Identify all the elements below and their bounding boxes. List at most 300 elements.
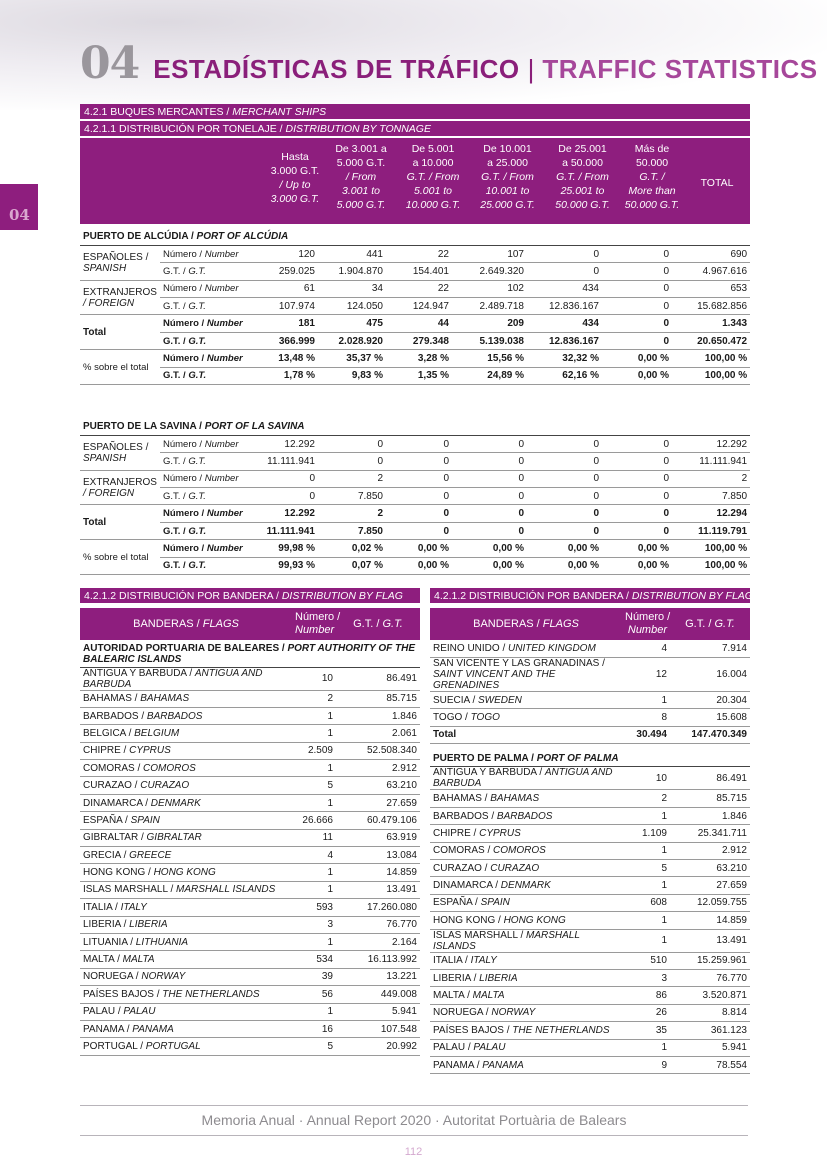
flag-name [430, 825, 622, 842]
value-cell: 44 [386, 315, 452, 332]
total-count: 30.494 [622, 726, 670, 743]
flag-name [430, 807, 622, 824]
value-cell: 2 [672, 470, 750, 487]
value-cell: 124.947 [386, 298, 452, 315]
flag-name-en: ITALY [470, 955, 497, 967]
flag-name-en: NORWAY [141, 971, 186, 983]
value-cell: 7.850 [318, 488, 386, 505]
flag-name-es: ESPAÑA / [433, 897, 481, 909]
flag-name [80, 1003, 292, 1020]
flag-section-en: PORT OF PALMA [536, 752, 619, 764]
flag-name-es: ISLAS MARSHALL / [433, 929, 526, 941]
flag-row [80, 1038, 420, 1055]
flag-gt: 15.259.961 [670, 952, 750, 969]
flag-row [430, 657, 750, 691]
col-header-line: 50.000 G.T. [555, 199, 610, 211]
port-title [80, 228, 750, 245]
group-label-en: SPANISH [83, 262, 127, 274]
value-cell: 0 [318, 453, 386, 470]
metric-en: G.T. [188, 560, 207, 572]
col-header-3 [471, 142, 544, 212]
col-header-line: / From [345, 171, 377, 183]
port-title-row [80, 228, 750, 245]
col-header-5 [621, 142, 683, 212]
flag-name-en: NORWAY [491, 1007, 536, 1019]
value-cell: 0 [527, 435, 602, 452]
flag-name [80, 742, 292, 759]
col-header-line: 3.001 to [342, 185, 380, 197]
col-header-line: G.T. / From [481, 171, 534, 183]
chapter-tab: 04 [0, 184, 38, 230]
number-col-header [292, 608, 341, 640]
flag-name [80, 829, 292, 846]
flag-row [80, 864, 420, 881]
col-header-0 [266, 150, 324, 206]
page-header [80, 38, 818, 88]
metric-label [160, 350, 243, 367]
flag-name-en: ITALY [120, 901, 147, 913]
col-header-6 [684, 176, 750, 190]
flag-gt: 13.084 [336, 847, 420, 864]
col-header-line: 10.001 to [485, 185, 530, 197]
flag-name-es: PAÍSES BAJOS / [83, 988, 163, 1000]
metric-en: Number [206, 508, 243, 520]
value-cell: 0 [452, 453, 527, 470]
value-cell: 0,00 % [602, 540, 672, 557]
flag-gt: 20.992 [336, 1038, 420, 1055]
flag-gt: 86.491 [670, 767, 750, 790]
metric-es: G.T. / [163, 525, 189, 537]
flag-row [430, 709, 750, 726]
data-row [80, 505, 750, 522]
flag-name [430, 767, 622, 790]
value-cell: 0 [386, 522, 452, 539]
port-title-es: PUERTO DE ALCÚDIA / [83, 230, 197, 242]
flag-count: 16 [292, 1020, 336, 1037]
col-header-line: G.T. / From [406, 171, 460, 183]
flag-row [430, 929, 750, 952]
col-header-line: 25.000 G.T. [480, 199, 535, 211]
flag-row [430, 894, 750, 911]
flag-count: 1 [292, 1003, 336, 1020]
value-cell: 34 [318, 280, 386, 297]
flag-row [430, 987, 750, 1004]
flag-gt: 14.859 [336, 864, 420, 881]
flag-count: 1 [622, 691, 670, 708]
flag-row [430, 1039, 750, 1056]
value-cell: 35,37 % [318, 350, 386, 367]
flag-count: 2 [292, 690, 336, 707]
flag-name-en: PALAU [123, 1006, 156, 1018]
value-cell: 0 [452, 488, 527, 505]
value-cell: 0 [452, 470, 527, 487]
flag-row [80, 933, 420, 950]
flag-name [430, 790, 622, 807]
value-cell: 0,00 % [452, 557, 527, 574]
data-row [80, 350, 750, 367]
value-cell: 0 [602, 298, 672, 315]
group-label-es: % sobre el total [83, 361, 149, 373]
col-header-1 [326, 142, 396, 212]
value-cell: 11.111.941 [234, 453, 318, 470]
flag-name [430, 709, 622, 726]
flag-name-es: ANTIGUA Y BARBUDA / [83, 667, 195, 679]
flag-section-es: PUERTO DE PALMA / [433, 752, 537, 764]
flag-name-en: PANAMA [482, 1059, 524, 1071]
flag-name-es: TOGO / [433, 711, 471, 723]
value-cell: 0 [386, 470, 452, 487]
flag-name [80, 690, 292, 707]
metric-en: G.T. [188, 490, 206, 502]
value-cell: 0 [386, 488, 452, 505]
flag-name [430, 969, 622, 986]
metric-es: Número / [163, 352, 207, 364]
value-cell: 22 [386, 245, 452, 262]
flag-row [80, 690, 420, 707]
flag-col-header [80, 608, 292, 640]
flag-name-en: DENMARK [500, 880, 551, 892]
group-label [80, 350, 160, 385]
flag-name-es: BAHAMAS / [83, 693, 141, 705]
flag-name-en: BARBADOS [146, 710, 203, 722]
flag-name-en: BAHAMAS [490, 793, 540, 805]
col-header-line: De 3.001 a [335, 143, 387, 155]
value-cell: 475 [318, 315, 386, 332]
flag-name-es: PANAMA / [83, 1023, 133, 1035]
value-cell: 12.836.167 [527, 298, 602, 315]
port-title-en: PORT OF ALCÚDIA [196, 230, 289, 242]
flag-name-es: HONG KONG / [433, 914, 504, 926]
flag-name [80, 1038, 292, 1055]
flag-name-en: PALAU [473, 1042, 506, 1054]
flag-name [80, 707, 292, 724]
data-row [80, 245, 750, 262]
metric-en: G.T. [188, 525, 207, 537]
metric-label [160, 505, 243, 522]
flag-gt: 16.113.992 [336, 951, 420, 968]
value-cell: 0,00 % [527, 557, 602, 574]
flag-name-en: CYPRUS [129, 745, 171, 757]
col-header-line: 10.000 G.T. [405, 199, 461, 211]
metric-label [160, 453, 234, 470]
col-header-line: 5.000 G.T. [336, 199, 386, 211]
col-header-line: De 25.001 [558, 143, 607, 155]
value-cell: 1.904.870 [318, 263, 386, 280]
metric-label [160, 332, 234, 349]
flag-bar-left: 4.2.1.2 DISTRIBUCIÓN POR BANDERA / DISTRIBUTION BY FLAG [80, 588, 420, 604]
flag-name-en: BARBADOS [496, 810, 553, 822]
group-label-es: EXTRANJEROS [83, 476, 157, 488]
flag-name-es: LITUANIA / [83, 936, 136, 948]
metric-label [160, 245, 239, 262]
section-bar-tonnage: 4.2.1.1 DISTRIBUCIÓN POR TONELAJE / DISTRIBUTION BY TONNAGE [80, 121, 750, 137]
data-row [80, 332, 750, 349]
data-row [80, 522, 750, 539]
value-cell: 434 [527, 315, 602, 332]
flag-name-es: CHIPRE / [83, 745, 130, 757]
flag-name [430, 842, 622, 859]
flag-row [80, 1020, 420, 1037]
flag-name-en: SWEDEN [478, 694, 522, 706]
metric-en: Number [206, 318, 243, 330]
gt-col-header [336, 608, 420, 640]
flag-row [430, 790, 750, 807]
flag-name-es: BELGICA / [83, 727, 135, 739]
col-header-line: G.T. / [639, 171, 665, 183]
flag-name-en: TOGO [470, 711, 500, 723]
title-es: ESTADÍSTICAS DE TRÁFICO [153, 54, 520, 84]
flag-row [80, 777, 420, 794]
value-cell: 12.292 [234, 435, 318, 452]
flag-name-es: ITALIA / [83, 901, 121, 913]
value-cell: 22 [386, 280, 452, 297]
metric-label [160, 263, 234, 280]
flag-row [80, 794, 420, 811]
gt-col-header [670, 608, 750, 640]
flag-name-en: LITHUANIA [135, 936, 189, 948]
flag-row [430, 877, 750, 894]
flag-table-left [80, 608, 420, 1056]
flag-row [80, 986, 420, 1003]
data-row [80, 263, 750, 280]
flag-row [430, 969, 750, 986]
flag-name-en: SPAIN [130, 814, 160, 826]
flag-name-es: PALAU / [83, 1006, 124, 1018]
flag-name-en: SPAIN [480, 897, 510, 909]
savina-table [80, 418, 750, 575]
number-col-es: Número / [295, 610, 341, 623]
flag-header-row [430, 608, 750, 640]
flag-gt: 7.914 [670, 640, 750, 657]
flag-table-right [430, 608, 750, 1074]
flag-row [80, 847, 420, 864]
flag-gt: 52.508.340 [336, 742, 420, 759]
value-cell: 24,89 % [452, 367, 527, 384]
flag-name-en: MALTA [472, 990, 505, 1002]
value-cell: 12.292 [672, 435, 750, 452]
value-cell: 0 [234, 470, 318, 487]
flag-count: 1 [622, 877, 670, 894]
flag-name-es: SAN VICENTE Y LAS GRANADINAS / [433, 657, 605, 669]
flag-name-en: LIBERIA [479, 972, 518, 984]
group-label-es: Total [83, 516, 107, 528]
value-cell: 0 [318, 435, 386, 452]
flag-count: 26 [622, 1004, 670, 1021]
data-row [80, 540, 750, 557]
flag-col-es: BANDERAS / [133, 617, 203, 630]
value-cell: 0,02 % [318, 540, 386, 557]
value-cell: 0,00 % [602, 367, 672, 384]
value-cell: 0 [527, 453, 602, 470]
flag-name-en: MARSHALL ISLANDS [433, 929, 580, 952]
flag-gt: 2.912 [336, 760, 420, 777]
col-header-line: 50.000 G.T. [624, 199, 680, 211]
flag-section-row [80, 640, 420, 667]
flag-name [80, 864, 292, 881]
page-number: 112 [404, 1146, 423, 1158]
value-cell: 124.050 [318, 298, 386, 315]
value-cell: 0 [527, 522, 602, 539]
col-header-line: TOTAL [700, 177, 734, 189]
metric-label [160, 315, 243, 332]
flag-count: 1 [622, 912, 670, 929]
number-col-en: Number [295, 623, 335, 636]
metric-en: Number [204, 248, 239, 260]
group-label-en: / FOREIGN [83, 487, 135, 499]
metric-es: Número / [163, 508, 207, 520]
flag-row [430, 912, 750, 929]
value-cell: 102 [452, 280, 527, 297]
flag-name [80, 777, 292, 794]
group-label [80, 505, 160, 540]
data-row [80, 470, 750, 487]
flag-header-row [80, 608, 420, 640]
tonnage-header [80, 138, 750, 224]
flag-name [80, 847, 292, 864]
value-cell: 0,07 % [318, 557, 386, 574]
value-cell: 61 [234, 280, 318, 297]
value-cell: 690 [672, 245, 750, 262]
col-header-line: 3.000 G.T. [270, 165, 320, 177]
metric-es: G.T. / [163, 335, 189, 347]
flag-name-es: DINAMARCA / [83, 797, 151, 809]
flag-name-es: LIBERIA / [433, 972, 480, 984]
value-cell: 0,00 % [452, 540, 527, 557]
flag-name [430, 952, 622, 969]
flag-name [430, 877, 622, 894]
flag-row [80, 968, 420, 985]
col-header-line: More than [628, 185, 676, 197]
flag-count: 593 [292, 899, 336, 916]
metric-en: Number [206, 352, 243, 364]
value-cell: 5.139.038 [452, 332, 527, 349]
flag-gt: 361.123 [670, 1022, 750, 1039]
col-header-line: Hasta [281, 151, 309, 163]
value-cell: 366.999 [234, 332, 318, 349]
flag-name-es: NORUEGA / [433, 1007, 492, 1019]
value-cell: 9,83 % [318, 367, 386, 384]
value-cell: 3,28 % [386, 350, 452, 367]
value-cell: 2.489.718 [452, 298, 527, 315]
value-cell: 0 [602, 263, 672, 280]
flag-count: 10 [622, 767, 670, 790]
flag-name-en: PANAMA [132, 1023, 174, 1035]
value-cell: 0 [452, 522, 527, 539]
flag-count: 39 [292, 968, 336, 985]
value-cell: 0 [602, 488, 672, 505]
value-cell: 0,00 % [602, 557, 672, 574]
metric-es: Número / [163, 473, 205, 485]
flag-name-en: CURAZAO [140, 780, 190, 792]
value-cell: 99,98 % [234, 540, 318, 557]
value-cell: 1.343 [672, 315, 750, 332]
value-cell: 100,00 % [672, 540, 750, 557]
flag-col-header [430, 608, 622, 640]
flag-count: 1 [622, 929, 670, 952]
flag-row [80, 760, 420, 777]
group-label-es: % sobre el total [83, 551, 149, 563]
col-header-line: Más de [634, 143, 670, 155]
flag-name-en: CURAZAO [490, 862, 540, 874]
value-cell: 13,48 % [234, 350, 318, 367]
flag-gt: 78.554 [670, 1056, 750, 1073]
flag-gt: 85.715 [670, 790, 750, 807]
group-label [80, 540, 160, 575]
flag-section-row [430, 750, 750, 767]
flag-col-en: FLAGS [542, 617, 579, 630]
metric-label [160, 540, 243, 557]
flag-name-es: BAHAMAS / [433, 793, 491, 805]
flag-name-es: DINAMARCA / [433, 880, 501, 892]
flag-count: 1 [292, 933, 336, 950]
section-bar-merchant: 4.2.1 BUQUES MERCANTES / MERCHANT SHIPS [80, 104, 750, 120]
flag-name [430, 657, 622, 691]
group-label [80, 280, 160, 315]
flag-gt: 449.008 [336, 986, 420, 1003]
gt-col-es: G.T. / [685, 617, 715, 630]
flag-gt: 76.770 [336, 916, 420, 933]
flag-count: 26.666 [292, 812, 336, 829]
flag-name [80, 899, 292, 916]
title-en: TRAFFIC STATISTICS [542, 54, 818, 84]
flag-name-es: GRECIA / [83, 849, 130, 861]
flag-name-es: REINO UNIDO / [433, 643, 509, 655]
value-cell: 259.025 [234, 263, 318, 280]
value-cell: 0,00 % [602, 350, 672, 367]
metric-es: Número / [163, 542, 207, 554]
value-cell: 100,00 % [672, 557, 750, 574]
flag-gt: 15.608 [670, 709, 750, 726]
flag-section-en: PORT AUTHORITY OF THE BALEARIC ISLANDS [83, 642, 416, 665]
metric-en: Number [204, 438, 239, 450]
flag-gt: 25.341.711 [670, 825, 750, 842]
value-cell: 15.682.856 [672, 298, 750, 315]
group-label-en: / FOREIGN [83, 297, 135, 309]
flag-name [80, 986, 292, 1003]
flag-count: 11 [292, 829, 336, 846]
flag-row [80, 881, 420, 898]
flag-gt: 12.059.755 [670, 894, 750, 911]
flag-name-en: THE NETHERLANDS [162, 988, 260, 1000]
flag-name-es: BARBADOS / [83, 710, 147, 722]
value-cell: 0 [452, 435, 527, 452]
flag-name-en: LIBERIA [129, 919, 168, 931]
flag-name-en: HONG KONG [503, 914, 566, 926]
flag-count: 3 [292, 916, 336, 933]
value-cell: 0 [602, 332, 672, 349]
flag-name-es: MALTA / [83, 954, 123, 966]
value-cell: 0 [527, 488, 602, 505]
flag-name [80, 725, 292, 742]
flag-name-es: HONG KONG / [83, 867, 154, 879]
value-cell: 0 [602, 280, 672, 297]
col-header-line: a 10.000 [412, 157, 454, 169]
flag-name [430, 1004, 622, 1021]
flag-count: 86 [622, 987, 670, 1004]
value-cell: 0,00 % [527, 540, 602, 557]
value-cell: 12.836.167 [527, 332, 602, 349]
value-cell: 20.650.472 [672, 332, 750, 349]
flag-name-en: ANTIGUA AND BARBUDA [83, 667, 263, 690]
flag-count: 608 [622, 894, 670, 911]
flag-count: 1 [292, 725, 336, 742]
flag-count: 1 [292, 864, 336, 881]
flag-name-es: GIBRALTAR / [83, 832, 147, 844]
value-cell: 0 [602, 453, 672, 470]
value-cell: 0 [602, 505, 672, 522]
flag-gt: 20.304 [670, 691, 750, 708]
number-col-en: Number [627, 623, 667, 636]
